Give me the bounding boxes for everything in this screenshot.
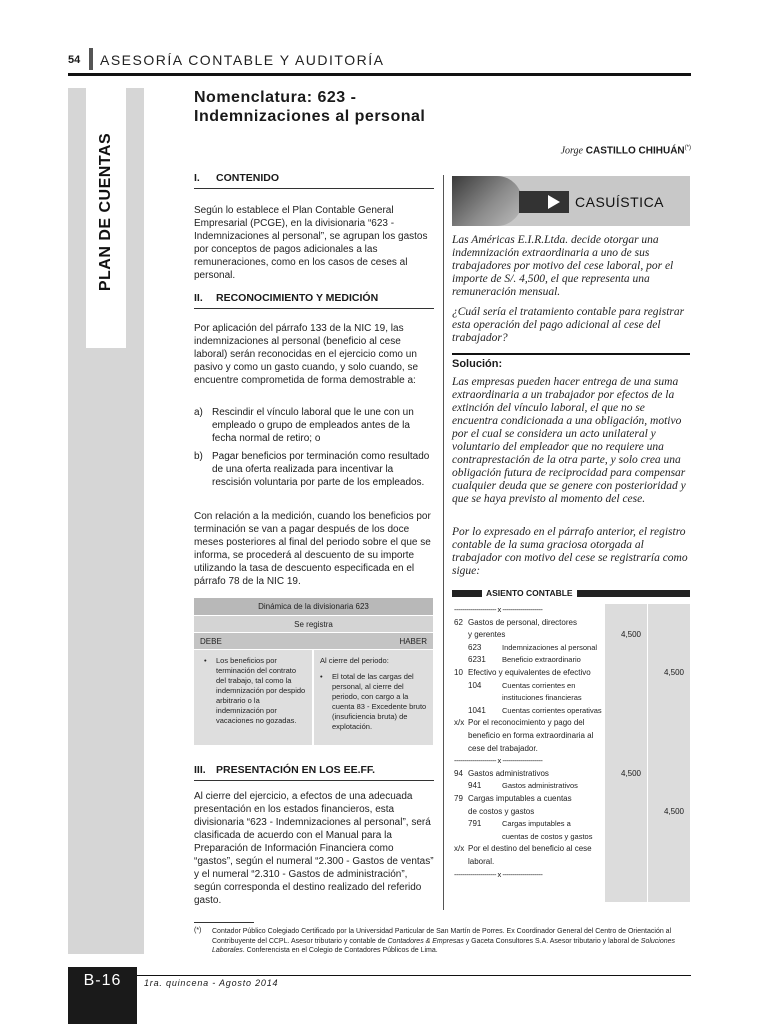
footnote-emphasis: Contadores & Empresas [387,937,464,945]
paragraph-reconocimiento: Por aplicación del párrafo 133 de la NIC 19, las indemnizaciones al personal (beneficio al cese laboral) serán reconocidas en el ejercicio como un pasivo y como un gasto cuando, y solo cuando, se encuentre comprometida de forma demostrable a: [194,323,419,386]
banner-arrow [519,191,569,213]
haber-column [648,604,690,902]
account-code: 79 [454,794,463,803]
account-code: 10 [454,668,463,677]
header-rule [68,73,691,76]
account-name: beneficio en forma extraordinaria al [468,731,594,740]
dinamica-body-row [194,649,433,745]
account-name: de costos y gastos [468,806,535,816]
haber-amount: 4,500 [663,806,685,816]
subaccount-name: instituciones financieras [502,693,582,703]
debe-text: Los beneficios por terminación del contrato del trabajo, tal como la indemnización por despido arbitrario o la indemnización por vacaciones no gozadas. [216,656,306,725]
dinamica-subtitle: Se registra [194,615,433,632]
footnote-part: Contador Público Colegiado Certificado por la Universidad Particular de San Martín de Porres. Ex Coordinador General del Centro de Orientación al Contribuyente del CCPL. Asesor tributario y contable de [212,928,672,945]
account-name: 941 [468,781,482,791]
account-name: 1041 [468,705,486,715]
account-name: cese del trabajador. [468,743,538,753]
account-code: x/x [454,718,465,728]
page-number: 54 [68,54,81,66]
subaccount-name: Cargas imputables a [502,819,571,829]
article-title-line2: Indemnizaciones al personal [194,108,426,125]
worker-photo [452,176,522,226]
account-name: Gastos administrativos [468,768,549,778]
subaccount-name: Gastos administrativos [502,781,578,791]
article-title [194,88,494,126]
subaccount-name: cuentas de costos y gastos [502,831,593,841]
subaccount-name: Beneficio extraordinario [502,655,581,665]
haber-amount: 4,500 [663,668,685,677]
list-item-text: Pagar beneficios por terminación como resultado de una oferta realizada para incentivar la rescisión voluntaria por parte de los empleados. [212,451,430,488]
debe-column [605,604,647,902]
section-number: III. [194,764,206,776]
account-name: Efectivo y equivalentes de efectivo [468,668,591,677]
list-item-b [194,450,434,489]
asiento-label: ASIENTO CONTABLE [482,588,577,598]
debe-cell [194,650,314,745]
column-divider [443,175,444,910]
section-title: CONTENIDO [216,172,279,184]
entry-separator: --------------------- x -------------------- [454,605,543,614]
paragraph-medicion: Con relación a la medición, cuando los beneficios por terminación se van a pagar después de los doce meses posteriores al final del periodo sobre el que se informa, se procederá al descuento de su importe utilizando la tasa de descuento especificada en el párrafo 78 de la NIC 19. [194,511,431,587]
case-question: ¿Cuál sería el tratamiento contable para registrar esta operación del pago adicional al cese del trabajador? [452,306,685,344]
account-name: Por el reconocimiento y pago del [468,718,585,728]
author-given-name: Jorge [560,145,583,157]
solucion-rule [452,353,690,355]
account-name: y gerentes [468,630,506,640]
solucion-paragraph-1: Las empresas pueden hacer entrega de una suma extraordinaria a un trabajador por efectos de la extinción del vínculo laboral, el que no se encuentra condicionada a una obligación, motivo por el cual se considera un acto unilateral y voluntario del empleador que no requiere una contraprestación de la otra parte, y solo crea una obligación futura de reciprocidad para compensar cualquier deuda que se genere con posterioridad y que se haya previsto al momento del cese. [452,376,686,505]
footer-page-code: B-16 [83,972,122,989]
dinamica-title: Dinámica de la divisionaria 623 [194,598,433,615]
author-surname: CASTILLO CHIHUÁN [585,145,685,157]
haber-cell [314,650,433,745]
account-name: 623 [468,642,482,652]
dinamica-table [194,598,433,745]
section-side-label: PLAN DE CUENTAS [97,132,114,292]
footer-issue: 1ra. quincena - Agosto 2014 [144,978,279,988]
article-title-line1: Nomenclatura: 623 - [194,89,357,106]
debe-amount: 4,500 [620,630,642,640]
account-name: Por el destino del beneficio al cese [468,844,592,854]
footnote-rule [194,922,254,923]
section-heading-contenido [194,172,434,189]
bullet: • [204,656,207,665]
section-heading-presentacion [194,764,434,781]
bullet: • [320,672,323,681]
paragraph-presentacion: Al cierre del ejercicio, a efectos de una adecuada presentación en los estados financieros, esta divisionaria “623 - Indemnizaciones al personal”, será clasificada de acuerdo con el Manual para la Preparación de Información Financiera como “gastos”, según el numeral “2.300 - Gastos de ventas” y el numeral “2.310 - Gastos de administración”, según corresponda el destino realizado del referido gasto. [194,791,434,906]
entry-separator: --------------------- x -------------------- [454,869,543,879]
subaccount-name: Cuentas corrientes operativas [502,705,602,715]
footnote-mark: (*) [194,927,202,934]
section-title: PRESENTACIÓN EN LOS EE.FF. [216,764,376,776]
list-item-a [194,406,434,445]
footnote-emphasis: Soluciones Laborales [212,937,676,954]
account-code: x/x [454,844,465,854]
footnote-part: . Conferencista en el Colegio de Contadores Públicos de Lima. [242,947,438,954]
account-name: 6231 [468,655,486,665]
casuistica-label: CASUÍSTICA [575,194,665,210]
list-item-text: Rescindir el vínculo laboral que le une con un empleado o grupo de empleados antes de la fecha normal de retiro; o [212,407,414,444]
dinamica-header-row [194,632,433,649]
section-heading-reconocimiento [194,292,434,309]
case-statement: Las Américas E.I.R.Ltda. decide otorgar una indemnización extraordinaria a uno de sus trabajadores por motivo del cese laboral, por el importe de S/. 4,500, el que representa una remuneración mensual. [452,234,674,298]
section-number: II. [194,292,203,304]
debe-amount: 4,500 [620,768,642,778]
list-item-label: b) [194,451,203,462]
section-title: RECONOCIMIENTO Y MEDICIÓN [216,292,379,304]
debe-header: DEBE [200,637,222,646]
account-name: laboral. [468,857,495,866]
account-name: Cargas imputables a cuentas [468,794,572,803]
haber-header: HABER [399,637,427,646]
entry-separator: --------------------- x -------------------- [454,756,543,766]
play-arrow-icon [548,195,560,209]
subaccount-name: Cuentas corrientes en [502,680,576,690]
author-footnote-mark: (*) [684,145,691,151]
account-name: Gastos de personal, directores [468,617,577,627]
solucion-heading: Solución: [452,358,503,370]
subaccount-name: Indemnizaciones al personal [502,642,598,652]
haber-heading: Al cierre del periodo: [320,656,389,665]
header-separator [89,48,93,70]
section-number: I. [194,172,200,184]
account-name: 104 [468,680,482,690]
publication-title: ASESORÍA CONTABLE Y AUDITORÍA [100,52,385,68]
account-code: 62 [454,617,463,627]
author-byline [561,145,691,156]
paragraph-contenido: Según lo establece el Plan Contable General Empresarial (PCGE), en la divisionaria “623 - Indemnizaciones al personal”, se agrupan los gastos por conceptos de pagos adicionales a las remuneraciones, como en los casos de ceses al personal. [194,205,428,281]
list-item-label: a) [194,407,203,418]
account-code: 94 [454,768,463,778]
footer-rule [68,975,691,976]
haber-text: El total de las cargas del personal, al cierre del periodo, con cargo a la cuenta 83 - Excedente bruto (insuficiencia bruta) de explotación. [332,672,427,731]
solucion-paragraph-2: Por lo expresado en el párrafo anterior, el registro contable de la suma graciosa otorgada al trabajador con motivo del cese se registraría como sigue: [452,526,688,577]
footnote-part: y Gaceta Consultores S.A. Asesor tributario y laboral de [463,937,641,945]
footnote-text [212,927,690,956]
account-name: 791 [468,819,482,829]
